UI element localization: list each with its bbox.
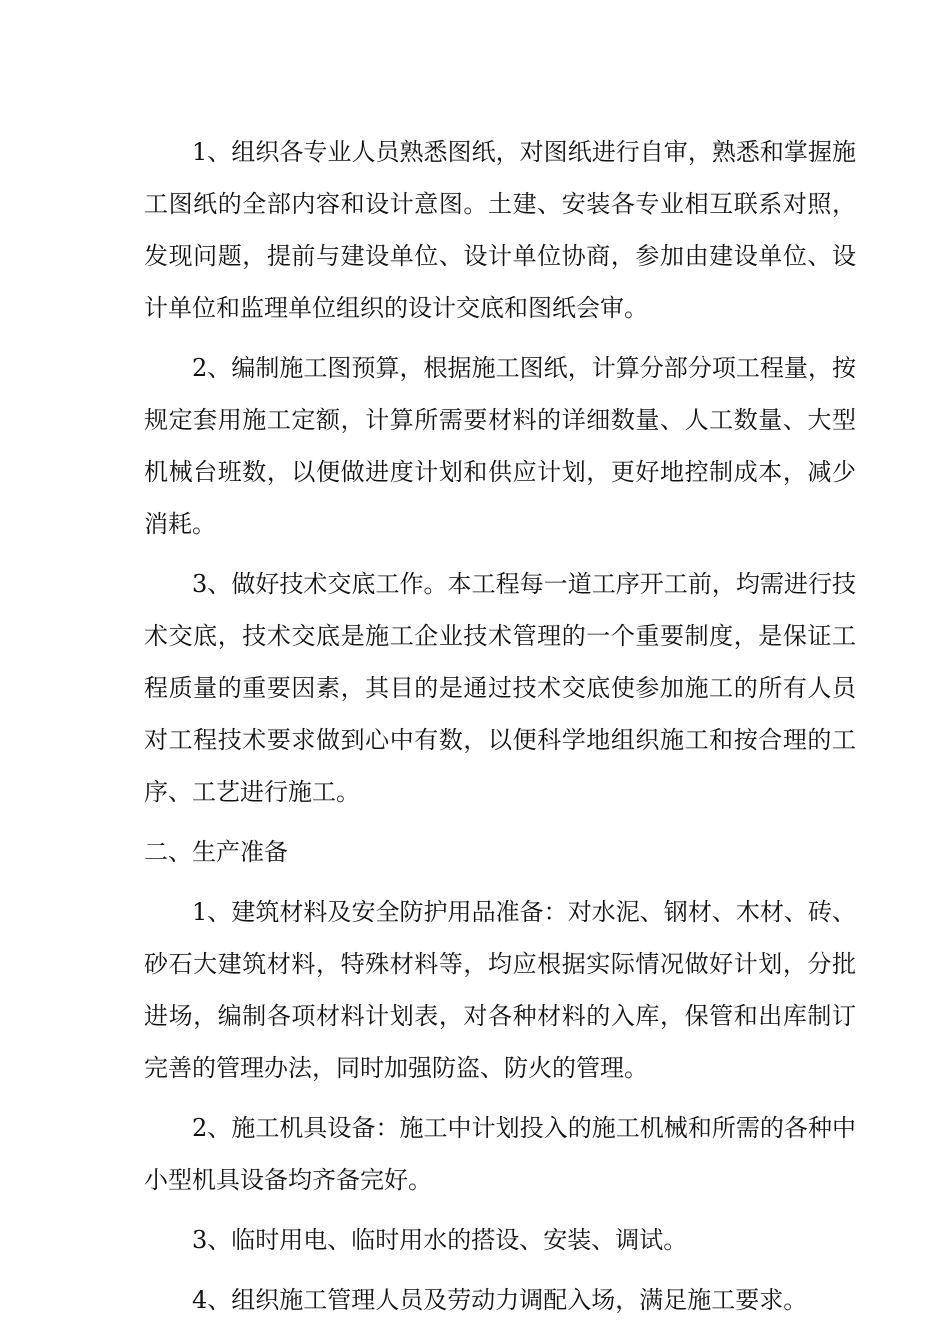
paragraph-budget: 2、编制施工图预算，根据施工图纸，计算分部分项工程量，按规定套用施工定额，计算所需要材料的详细数量、人工数量、大型机械台班数，以便做进度计划和供应计划，更好地控制成本，减少消耗。 [144, 354, 856, 538]
paragraph-equipment: 2、施工机具设备：施工中计划投入的施工机械和所需的各种中小型机具设备均齐备完好。 [144, 1114, 856, 1194]
document-page [144, 126, 856, 1334]
paragraph-staffing: 4、组织施工管理人员及劳动力调配入场，满足施工要求。 [192, 1286, 808, 1314]
paragraph-drawing-review: 1、组织各专业人员熟悉图纸，对图纸进行自审，熟悉和掌握施工图纸的全部内容和设计意图。土建、安装各专业相互联系对照，发现问题，提前与建设单位、设计单位协商，参加由建设单位、设计单位和监理单位组织的设计交底和图纸会审。 [144, 138, 856, 322]
paragraph-technical-briefing: 3、做好技术交底工作。本工程每一道工序开工前，均需进行技术交底，技术交底是施工企业技术管理的一个重要制度，是保证工程质量的重要因素，其目的是通过技术交底使参加施工的所有人员对工程技术要求做到心中有数，以便科学地组织施工和按合理的工序、工艺进行施工。 [144, 570, 856, 806]
section-heading: 二、生产准备 [144, 838, 288, 866]
paragraph-materials: 1、建筑材料及安全防护用品准备：对水泥、钢材、木材、砖、砂石大建筑材料，特殊材料等，均应根据实际情况做好计划，分批进场，编制各项材料计划表，对各种材料的入库，保管和出库制订完善的管理办法，同时加强防盗、防火的管理。 [144, 898, 856, 1082]
paragraph-utilities: 3、临时用电、临时用水的搭设、安装、调试。 [192, 1226, 688, 1254]
